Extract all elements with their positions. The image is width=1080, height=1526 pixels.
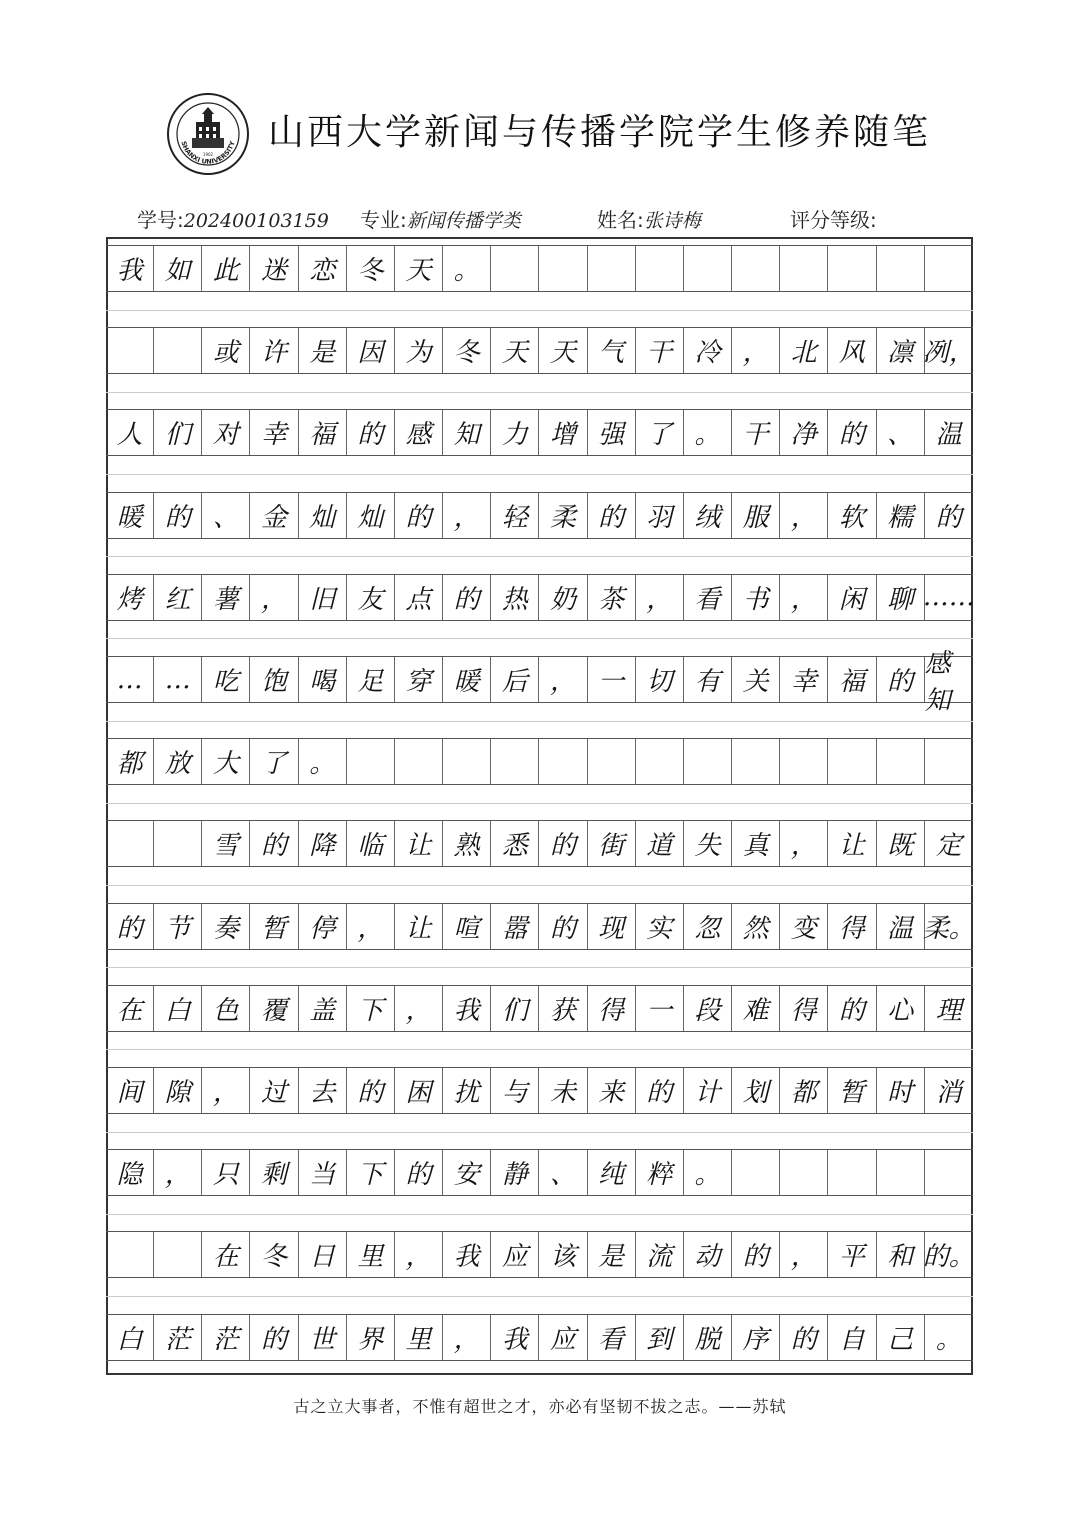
row-gap-line <box>106 1214 973 1215</box>
grid-cell: 了 <box>636 410 684 455</box>
grid-cell: 道 <box>636 821 684 866</box>
grid-cell: 盖 <box>299 986 347 1031</box>
grid-cell: 的。 <box>922 1242 975 1273</box>
student-name-label: 姓名: <box>597 208 644 232</box>
grid-cell: 天 <box>395 246 443 291</box>
row-gap-line <box>106 967 973 968</box>
grid-cell: 友 <box>347 575 395 620</box>
grid-cell: 获 <box>539 986 587 1031</box>
grid-cell: 理 <box>935 995 962 1026</box>
row-gap-line <box>106 1296 973 1297</box>
grid-cell: 人 <box>106 410 154 455</box>
grid-row <box>106 903 973 950</box>
grid-cell: 茶 <box>588 575 636 620</box>
grid-cell: 灿 <box>299 493 347 538</box>
grid-cell <box>877 739 925 784</box>
grid-cell: 白 <box>154 986 202 1031</box>
row-gap-line <box>106 1049 973 1050</box>
row-gap-line <box>106 638 973 639</box>
grid-cell: 力 <box>491 410 539 455</box>
major <box>360 204 521 234</box>
grid-cell: 剩 <box>250 1150 298 1195</box>
grid-cell: … <box>106 657 154 702</box>
grid-cell: 嚣 <box>491 904 539 949</box>
grid-cell: 的 <box>250 821 298 866</box>
row-gap-line <box>106 474 973 475</box>
grid-cell: 的 <box>347 410 395 455</box>
row-gap-line <box>106 1132 973 1133</box>
grid-cell: 时 <box>877 1068 925 1113</box>
grid-cell <box>154 821 202 866</box>
grid-cell: 一 <box>636 986 684 1031</box>
grid-cell: ， <box>395 986 443 1031</box>
page-title: 山西大学新闻与传播学院学生修养随笔 <box>268 112 932 153</box>
student-id-value: 202400103159 <box>183 210 329 232</box>
grid-cell: 是 <box>588 1232 636 1277</box>
grid-cell: 然 <box>732 904 780 949</box>
grid-cell: 或 <box>202 328 250 373</box>
grid-cell <box>347 739 395 784</box>
grid-cell: 茫 <box>202 1315 250 1360</box>
grid-cell <box>780 246 828 291</box>
grid-row <box>106 1231 973 1278</box>
grid-cell <box>925 739 973 784</box>
grid-cell: 迷 <box>250 246 298 291</box>
grid-cell: 白 <box>106 1315 154 1360</box>
row-gap-line <box>106 721 973 722</box>
grid-cell: 的 <box>636 1068 684 1113</box>
grid-cell: 闲 <box>828 575 876 620</box>
grid-cell: 去 <box>299 1068 347 1113</box>
grid-cell: 我 <box>443 986 491 1031</box>
grid-cell: 奶 <box>539 575 587 620</box>
grid-cell: ， <box>202 1068 250 1113</box>
grid-cell: 临 <box>347 821 395 866</box>
grid-cell: 只 <box>202 1150 250 1195</box>
grid-cell: ， <box>443 1315 491 1360</box>
grid-cell: 到 <box>636 1315 684 1360</box>
grid-cell: 天 <box>539 328 587 373</box>
student-name <box>597 204 701 234</box>
grid-cell: 的 <box>539 821 587 866</box>
grid-cell: ， <box>395 1232 443 1277</box>
grid-cell: 们 <box>154 410 202 455</box>
grid-cell <box>732 739 780 784</box>
grid-cell: 里 <box>347 1232 395 1277</box>
grid-cell <box>780 739 828 784</box>
grid-cell: 点 <box>395 575 443 620</box>
grid-cell: ， <box>780 821 828 866</box>
grid-cell: 对 <box>202 410 250 455</box>
grade-label: 评分等级: <box>790 208 877 232</box>
grid-cell: 都 <box>106 739 154 784</box>
row-gap-line <box>106 885 973 886</box>
grid-cell: 因 <box>347 328 395 373</box>
row-gap-line <box>106 392 973 393</box>
grid-cell: 的 <box>828 410 876 455</box>
grid-cell: 暖 <box>106 493 154 538</box>
grid-cell: 的 <box>395 493 443 538</box>
grid-cell: 大 <box>202 739 250 784</box>
grid-row <box>106 648 973 716</box>
grid-cell: 降 <box>299 821 347 866</box>
grid-cell: 隐 <box>106 1150 154 1195</box>
svg-text:1902: 1902 <box>202 152 214 157</box>
grade <box>790 204 877 234</box>
grid-cell: 此 <box>202 246 250 291</box>
grid-cell: 熟 <box>443 821 491 866</box>
grid-cell: 感知 <box>924 648 951 716</box>
grid-cell: 柔 <box>539 493 587 538</box>
grid-cell: 服 <box>732 493 780 538</box>
grid-cell: … <box>154 657 202 702</box>
grid-cell: 感 <box>395 410 443 455</box>
grid-cell: 冬 <box>347 246 395 291</box>
student-id <box>137 204 329 234</box>
grid-cell: 扰 <box>443 1068 491 1113</box>
grid-cell: 福 <box>299 410 347 455</box>
grid-cell: 让 <box>828 821 876 866</box>
grid-cell: 应 <box>539 1315 587 1360</box>
grid-cell: 的 <box>588 493 636 538</box>
grid-row <box>106 492 973 539</box>
grid-cell: 下 <box>347 1150 395 1195</box>
grid-cell: 世 <box>299 1315 347 1360</box>
grid-cell: 定 <box>935 831 962 862</box>
grid-cell: 的 <box>106 904 154 949</box>
grid-cell <box>539 246 587 291</box>
grid-cell: 、 <box>539 1150 587 1195</box>
grid-row <box>106 245 973 292</box>
grid-cell: 暖 <box>443 657 491 702</box>
grid-cell: 穿 <box>395 657 443 702</box>
grid-cell <box>106 821 154 866</box>
grid-cell: 足 <box>347 657 395 702</box>
grid-cell: 关 <box>732 657 780 702</box>
grid-cell: 悉 <box>491 821 539 866</box>
grid-cell: ， <box>780 493 828 538</box>
grid-cell <box>828 246 876 291</box>
grid-cell: 吃 <box>202 657 250 702</box>
grid-cell: 茫 <box>154 1315 202 1360</box>
grid-cell: 们 <box>491 986 539 1031</box>
grid-cell: 软 <box>828 493 876 538</box>
grid-cell: 幸 <box>780 657 828 702</box>
grid-cell: 恋 <box>299 246 347 291</box>
grid-cell: 热 <box>491 575 539 620</box>
grid-cell: 凛 <box>877 328 925 373</box>
grid-cell: 旧 <box>299 575 347 620</box>
grid-cell: 让 <box>395 904 443 949</box>
grid-cell: 难 <box>732 986 780 1031</box>
grid-cell: 增 <box>539 410 587 455</box>
grid-cell: 羽 <box>636 493 684 538</box>
grid-cell: 既 <box>877 821 925 866</box>
grid-cell: 温 <box>935 420 962 451</box>
major-label: 专业: <box>360 208 407 232</box>
grid-cell <box>684 246 732 291</box>
grid-cell: 如 <box>154 246 202 291</box>
grid-cell <box>395 739 443 784</box>
grid-cell: 脱 <box>684 1315 732 1360</box>
grid-cell: 看 <box>684 575 732 620</box>
grid-cell: 色 <box>202 986 250 1031</box>
grid-cell: 冬 <box>443 328 491 373</box>
grid-cell: 心 <box>877 986 925 1031</box>
grid-cell: 是 <box>299 328 347 373</box>
grid-cell: 覆 <box>250 986 298 1031</box>
grid-cell: 许 <box>250 328 298 373</box>
grid-cell: 的 <box>828 986 876 1031</box>
grid-row <box>106 409 973 456</box>
grid-cell <box>154 328 202 373</box>
grid-cell: 红 <box>154 575 202 620</box>
grid-cell: 灿 <box>347 493 395 538</box>
grid-cell: 后 <box>491 657 539 702</box>
grid-cell: 得 <box>780 986 828 1031</box>
grid-cell: 。 <box>443 246 491 291</box>
grid-row <box>106 327 973 374</box>
grid-cell <box>828 739 876 784</box>
grid-cell: 柔。 <box>922 913 975 944</box>
grid-cell: 来 <box>588 1068 636 1113</box>
grid-cell: 在 <box>106 986 154 1031</box>
grid-cell: 放 <box>154 739 202 784</box>
grid-cell: 干 <box>636 328 684 373</box>
grid-cell: 知 <box>443 410 491 455</box>
grid-cell: 消 <box>935 1078 962 1108</box>
grid-cell: 粹 <box>636 1150 684 1195</box>
grid-cell: 真 <box>732 821 780 866</box>
grid-cell: 隙 <box>154 1068 202 1113</box>
grid-cell <box>877 1150 925 1195</box>
grid-cell <box>154 1232 202 1277</box>
grid-cell: 金 <box>250 493 298 538</box>
grid-cell: …… <box>922 582 975 613</box>
grid-cell: 变 <box>780 904 828 949</box>
grid-cell <box>684 739 732 784</box>
grid-cell: 现 <box>588 904 636 949</box>
grid-cell: 天 <box>491 328 539 373</box>
student-name-value: 张诗梅 <box>643 210 701 232</box>
grid-cell: 喝 <box>299 657 347 702</box>
grid-cell: ， <box>347 904 395 949</box>
grid-cell <box>636 246 684 291</box>
grid-cell: 北 <box>780 328 828 373</box>
grid-cell <box>877 246 925 291</box>
university-seal-logo <box>166 92 250 176</box>
grid-cell <box>106 328 154 373</box>
grid-cell: 平 <box>828 1232 876 1277</box>
grid-row <box>106 574 973 621</box>
grid-cell <box>780 1150 828 1195</box>
grid-cell: 福 <box>828 657 876 702</box>
grid-cell: 停 <box>299 904 347 949</box>
grid-cell: 的 <box>395 1150 443 1195</box>
grid-cell: 一 <box>588 657 636 702</box>
grid-cell: 流 <box>636 1232 684 1277</box>
grid-cell: 、 <box>877 410 925 455</box>
grid-cell: 节 <box>154 904 202 949</box>
grid-cell: 温 <box>877 904 925 949</box>
grid-cell: 的 <box>780 1315 828 1360</box>
grid-cell: 幸 <box>250 410 298 455</box>
grid-cell <box>588 739 636 784</box>
grid-cell: 了 <box>250 739 298 784</box>
grid-cell: 冷 <box>684 328 732 373</box>
grid-cell: 纯 <box>588 1150 636 1195</box>
grid-cell: 冽， <box>922 338 975 369</box>
grid-cell: 的 <box>154 493 202 538</box>
grid-cell: 书 <box>732 575 780 620</box>
grid-cell: 让 <box>395 821 443 866</box>
grid-cell: 都 <box>780 1068 828 1113</box>
grid-cell: 得 <box>828 904 876 949</box>
grid-cell: 。 <box>299 739 347 784</box>
grid-cell <box>491 246 539 291</box>
grid-row <box>106 1149 973 1196</box>
grid-cell: 该 <box>539 1232 587 1277</box>
grid-cell <box>732 1150 780 1195</box>
grid-cell: 计 <box>684 1068 732 1113</box>
grid-cell: 划 <box>732 1068 780 1113</box>
grid-cell: 看 <box>588 1315 636 1360</box>
grid-cell: 的 <box>877 657 925 702</box>
grid-cell: 绒 <box>684 493 732 538</box>
grid-cell: 切 <box>636 657 684 702</box>
grid-cell: 困 <box>395 1068 443 1113</box>
grid-cell: 冬 <box>250 1232 298 1277</box>
grid-cell: 我 <box>106 246 154 291</box>
grid-cell: 安 <box>443 1150 491 1195</box>
grid-cell <box>732 246 780 291</box>
grid-cell: 当 <box>299 1150 347 1195</box>
grid-cell: ， <box>250 575 298 620</box>
grid-cell: 暂 <box>250 904 298 949</box>
grid-cell: ， <box>443 493 491 538</box>
row-gap-line <box>106 556 973 557</box>
grid-cell <box>539 739 587 784</box>
grid-cell: ， <box>636 575 684 620</box>
grid-cell: 的 <box>250 1315 298 1360</box>
grid-cell <box>106 1232 154 1277</box>
grid-row <box>106 1314 973 1361</box>
grid-cell: 雪 <box>202 821 250 866</box>
grid-cell <box>588 246 636 291</box>
grid-cell <box>925 246 973 291</box>
grid-row <box>106 738 973 785</box>
grid-cell: 的 <box>539 904 587 949</box>
grid-cell: ， <box>154 1150 202 1195</box>
grid-cell: ， <box>539 657 587 702</box>
grid-cell: 失 <box>684 821 732 866</box>
grid-cell: 。 <box>935 1324 962 1355</box>
grid-cell: 序 <box>732 1315 780 1360</box>
major-value: 新闻传播学类 <box>406 210 521 232</box>
grid-cell: 在 <box>202 1232 250 1277</box>
grid-row <box>106 1067 973 1114</box>
grid-cell: 我 <box>491 1315 539 1360</box>
grid-cell: 段 <box>684 986 732 1031</box>
grid-cell: 奏 <box>202 904 250 949</box>
grid-cell: 应 <box>491 1232 539 1277</box>
grid-cell: 糯 <box>877 493 925 538</box>
grid-cell: 里 <box>395 1315 443 1360</box>
grid-cell: 聊 <box>877 575 925 620</box>
grid-cell <box>636 739 684 784</box>
grid-cell <box>491 739 539 784</box>
grid-cell: 静 <box>491 1150 539 1195</box>
grid-cell: 未 <box>539 1068 587 1113</box>
grid-row <box>106 820 973 867</box>
grid-row <box>106 985 973 1032</box>
grid-cell: 有 <box>684 657 732 702</box>
grid-cell: 间 <box>106 1068 154 1113</box>
grid-cell: 街 <box>588 821 636 866</box>
grid-cell: 净 <box>780 410 828 455</box>
grid-cell: 自 <box>828 1315 876 1360</box>
grid-cell: 饱 <box>250 657 298 702</box>
grid-cell <box>925 1150 973 1195</box>
row-gap-line <box>106 310 973 311</box>
grid-cell: 的 <box>732 1232 780 1277</box>
grid-cell: ， <box>780 575 828 620</box>
grid-cell: 过 <box>250 1068 298 1113</box>
grid-cell: 忽 <box>684 904 732 949</box>
grid-cell: 和 <box>877 1232 925 1277</box>
grid-cell: 的 <box>443 575 491 620</box>
student-id-label: 学号: <box>137 208 184 232</box>
grid-cell: 我 <box>443 1232 491 1277</box>
grid-cell: 轻 <box>491 493 539 538</box>
row-gap-line <box>106 803 973 804</box>
grid-cell: 动 <box>684 1232 732 1277</box>
grid-cell: 薯 <box>202 575 250 620</box>
grid-cell: 下 <box>347 986 395 1031</box>
grid-cell: 为 <box>395 328 443 373</box>
grid-cell: 。 <box>684 1150 732 1195</box>
grid-cell: ， <box>780 1232 828 1277</box>
grid-cell: 烤 <box>106 575 154 620</box>
grid-cell: 。 <box>684 410 732 455</box>
grid-cell <box>828 1150 876 1195</box>
grid-cell: 喧 <box>443 904 491 949</box>
grid-cell: 与 <box>491 1068 539 1113</box>
grid-cell: ， <box>732 328 780 373</box>
grid-cell: 得 <box>588 986 636 1031</box>
grid-cell: 干 <box>732 410 780 455</box>
grid-cell: 暂 <box>828 1068 876 1113</box>
grid-cell: 的 <box>347 1068 395 1113</box>
grid-cell: 己 <box>877 1315 925 1360</box>
grid-cell <box>443 739 491 784</box>
grid-cell: 、 <box>202 493 250 538</box>
grid-cell: 的 <box>935 502 962 533</box>
grid-cell: 强 <box>588 410 636 455</box>
footer-quote: 古之立大事者，不惟有超世之才，亦必有坚韧不拔之志。——苏轼 <box>293 1397 787 1416</box>
writing-grid <box>106 237 973 1375</box>
grid-cell: 日 <box>299 1232 347 1277</box>
grid-cell: 气 <box>588 328 636 373</box>
grid-cell: 界 <box>347 1315 395 1360</box>
grid-cell: 实 <box>636 904 684 949</box>
svg-text:SHANXI UNIVERSITY: SHANXI UNIVERSITY <box>179 140 237 166</box>
grid-cell: 风 <box>828 328 876 373</box>
